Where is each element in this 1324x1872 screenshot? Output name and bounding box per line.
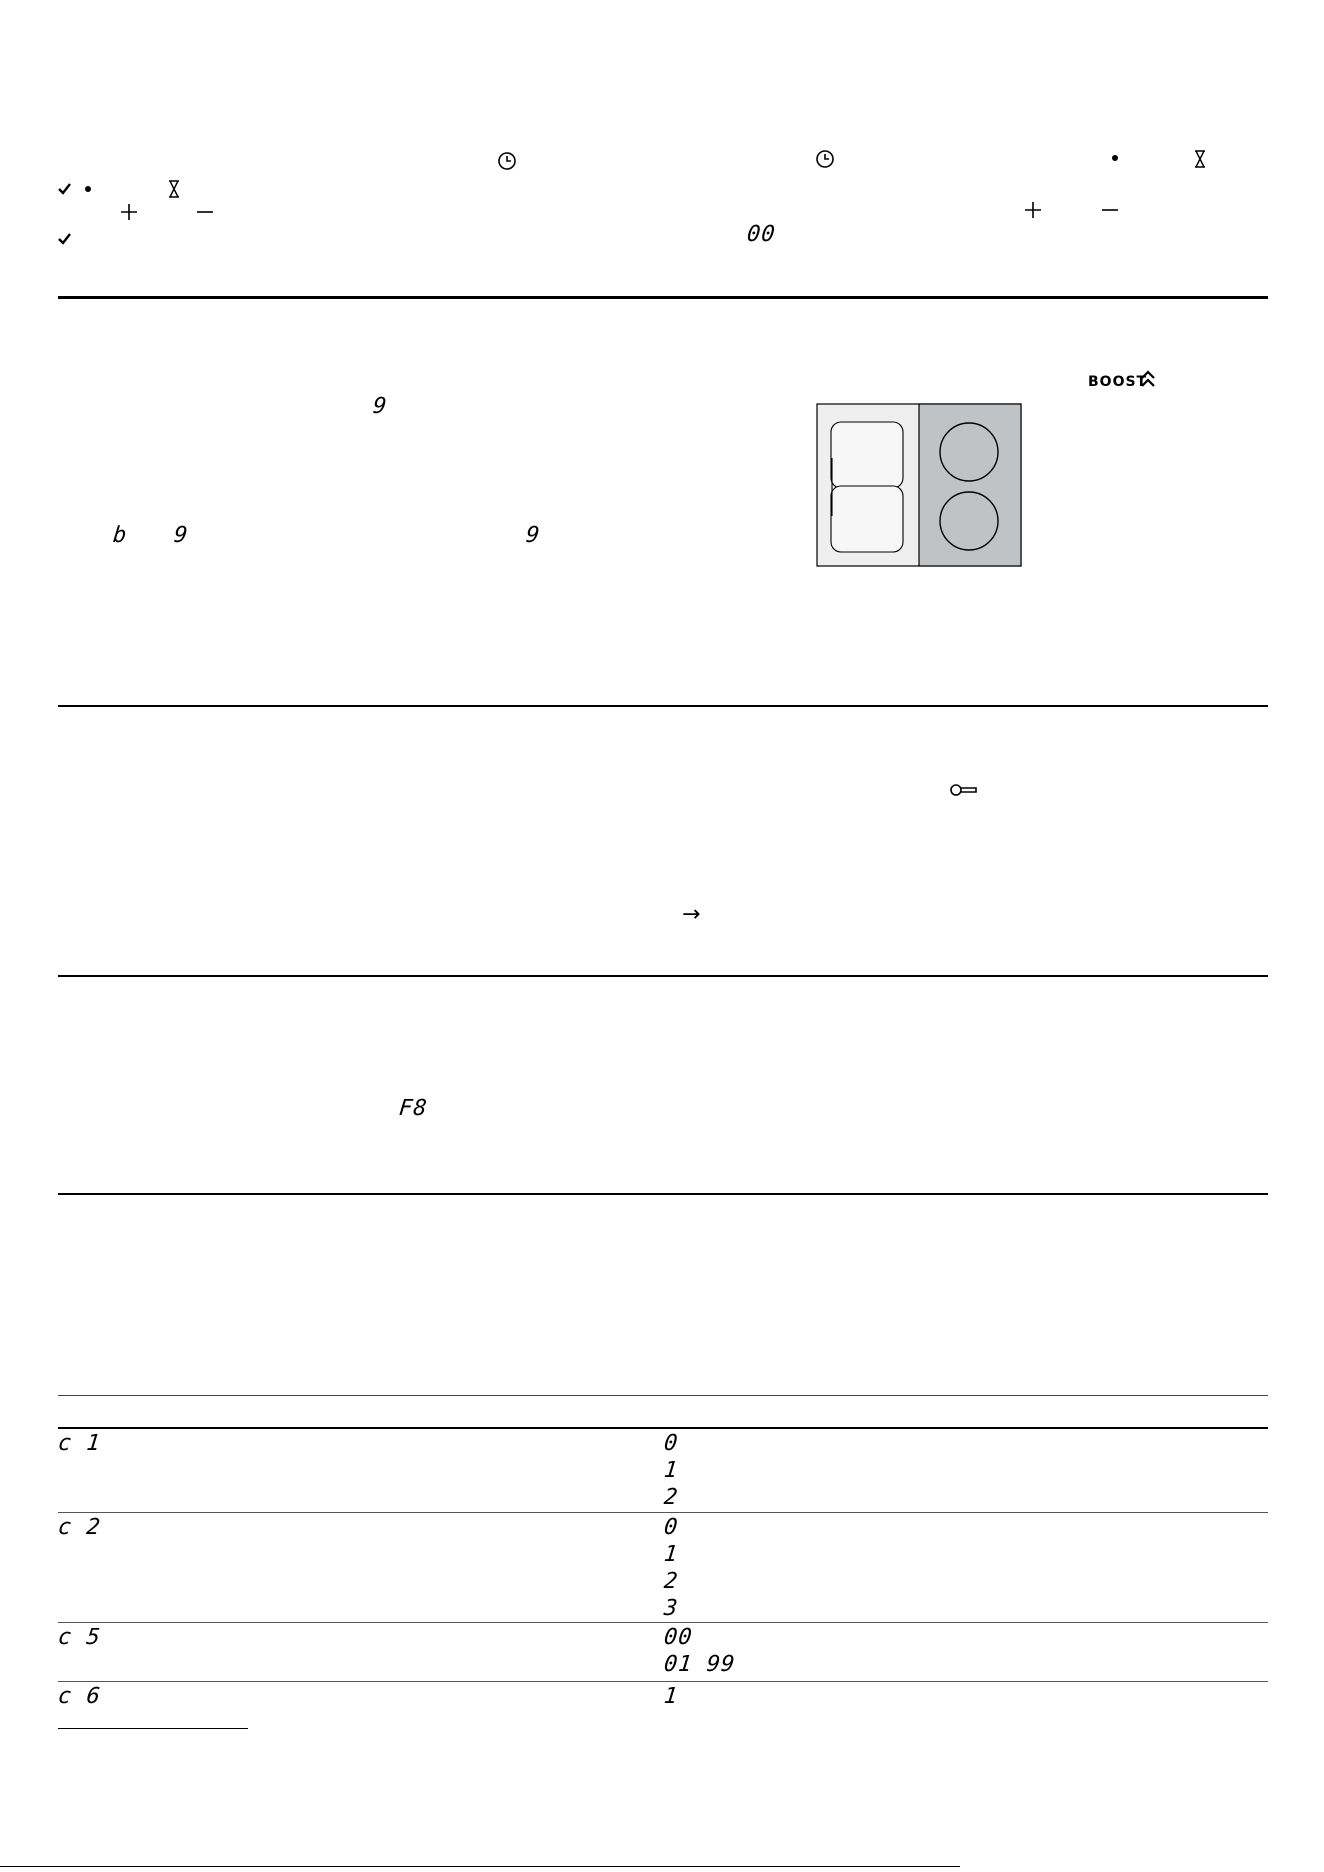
hourglass-icon [1194, 150, 1206, 168]
boost-text: BOOST [1088, 374, 1148, 390]
table-header-top-rule [58, 1395, 1268, 1396]
setting-code: c 1 [56, 1431, 103, 1456]
section-divider [58, 705, 1268, 707]
clock-icon [815, 149, 835, 169]
section-divider [58, 296, 1268, 299]
section-divider [58, 1193, 1268, 1195]
key-icon [950, 783, 978, 797]
setting-value: 2 [662, 1569, 680, 1594]
display-readout: 9 [172, 523, 190, 548]
setting-code: c 6 [56, 1684, 103, 1709]
clock-icon [497, 151, 517, 171]
plus-icon [1024, 201, 1042, 219]
minus-icon [1101, 201, 1119, 219]
table-row-divider [58, 1622, 1268, 1623]
setting-value: 1 [662, 1684, 680, 1709]
setting-value: 3 [662, 1596, 680, 1621]
setting-code: c 2 [56, 1515, 103, 1540]
minus-icon [196, 203, 214, 221]
boost-label [1088, 374, 1147, 390]
footnote-rule [58, 1728, 248, 1729]
table-row-divider [58, 1512, 1268, 1513]
bullet-dot-icon [1112, 155, 1118, 161]
setting-value: 0 [662, 1431, 680, 1456]
page-bottom-rule [0, 1866, 960, 1867]
setting-value: 00 [662, 1625, 694, 1650]
table-row-divider [58, 1681, 1268, 1682]
setting-value: 1 [662, 1542, 680, 1567]
setting-value: 2 [662, 1485, 680, 1510]
check-icon [58, 233, 71, 245]
setting-code: c 5 [56, 1625, 103, 1650]
plus-icon [120, 203, 138, 221]
setting-value: 1 [662, 1458, 680, 1483]
setting-value: 0 [662, 1515, 680, 1540]
setting-value: 01 99 [662, 1652, 737, 1677]
table-header-bottom-rule [58, 1427, 1268, 1429]
boost-chevron-icon [1140, 370, 1156, 388]
display-readout: 9 [524, 523, 542, 548]
hourglass-icon [168, 180, 180, 198]
display-readout: 00 [745, 222, 777, 247]
display-readout: F8 [397, 1096, 429, 1121]
arrow-icon: → [682, 902, 701, 927]
section-divider [58, 975, 1268, 977]
display-readout: 9 [371, 394, 389, 419]
hob-zones-diagram [816, 403, 1024, 569]
display-readout: b [111, 523, 129, 548]
check-icon [58, 183, 71, 195]
bullet-dot-icon [85, 186, 91, 192]
